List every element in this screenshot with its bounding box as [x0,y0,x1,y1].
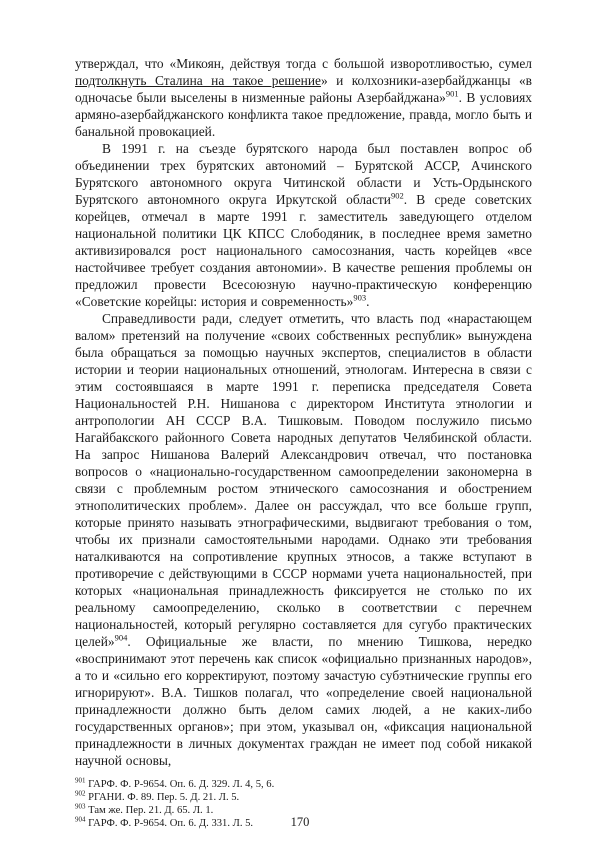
footnote-number: 904 [75,815,86,824]
footnote: $^{901}$ ГАРФ. Ф. Р-9654. Оп. 6. Д. 329. Л. 4, 5, 6. [75,776,275,790]
footnote: $^{904}$ ГАРФ. Ф. Р-9654. Оп. 6. Д. 331. Л. 5. [75,815,254,829]
page-number: 170 [290,815,310,829]
footnote-number: 902 [75,789,86,798]
paragraph: В 1991 г. на съезде бурятского народа был поставлен вопрос об объединении трех бурятских автономий – Бурятской АССР, Ачинского Бурятского автономного округа Читинской области и Усть-Ордынского Бурятского автономного округа Иркутской области$^{902}$. В среде советских корейцев, отмечал в марте 1991 г. заместитель заведующего отделом национальной политики ЦК КПСС Слободяник, в последнее время заметно активизировался рост национального самосознания, часть корейцев «все настойчивее требует создания автономии». В качестве решения проблемы он предложил провести Всесоюзную научно-практическую конференцию «Советские корейцы: история и современность»$^{903}$. [75,141,532,309]
footnote-ref: 904 [114,632,128,643]
main-text [75,55,532,769]
footnote: $^{903}$ Там же. Пер. 21. Д. 65. Л. 1. [75,802,214,816]
footnote-ref: 903 [353,292,367,303]
paragraph: Справедливости ради, следует отметить, что власть под «нарастающем валом» претензий на получение «своих собственных республик» вынуждена была обращаться за помощью научных экспертов, специалистов в области истории и теории национальных отношений, этнологам. Интересна в связи с этим состоявшаяся в марте 1991 г. переписка председателя Совета Национальностей Р.Н. Нишанова с директором Института этнологии и антропологии АН СССР В.А. Тишковым. Поводом послужило письмо Нагайбакского районного Совета народных депутатов Челябинской области. На запрос Нишанова Валерий Александрович отвечал, что постановка вопросов о «национально-государственном самоопределении закономерна в связи с проблемным ростом этнического самосознания и обострением этнополитических проблем». Далее он рассуждал, что все больше групп, которые принято называть этнографическими, выдвигают требования о том, чтобы их признали самостоятельными народами. Однако эти требования наталкиваются на сопротивление крупных этносов, а также вступают в противоречие с действующими в СССР нормами учета национальностей, при которых «национальная принадлежность фиксируется не столько по их реальному самоопределению, сколько в соответствии с перечнем национальностей, который регулярно составляется для сугубо практических целей»$^{904}$. Официальные же власти, по мнению Тишкова, нередко «воспринимают этот перечень как список «официально признанных народов», а то и «сильно его корректируют, поэтому зачастую субэтнические группы его игнорируют». В.А. Тишков полагал, что «определение своей национальной принадлежности должно быть делом самих людей, а не каких-либо государственных органов»; при этом, указывал он, «фиксация национальной принадлежности в личных документах граждан не имеет под собой никакой научной основы, [75,311,532,768]
footnote-number: 901 [75,776,86,785]
paragraph: утверждал, что «Микоян, действуя тогда с большой изворотливостью, сумел подтолкнуть Сталина на такое решение» и колхозники-азербайджанцы «в одночасье были выселены в низменные районы Азербайджана»$^{901}$. В условиях армяно-азербайджанского конфликта такое предложение, правда, могло быть и банальной провокацией. [75,56,532,139]
footnote-ref: 902 [390,190,404,201]
footnote: $^{902}$ РГАНИ. Ф. 89. Пер. 5. Д. 21. Л. 5. [75,789,240,803]
underlined-text: подтолкнуть Сталина на такое решение [75,73,321,88]
footnote-ref: 901 [445,88,459,99]
footnote-number: 903 [75,802,86,811]
